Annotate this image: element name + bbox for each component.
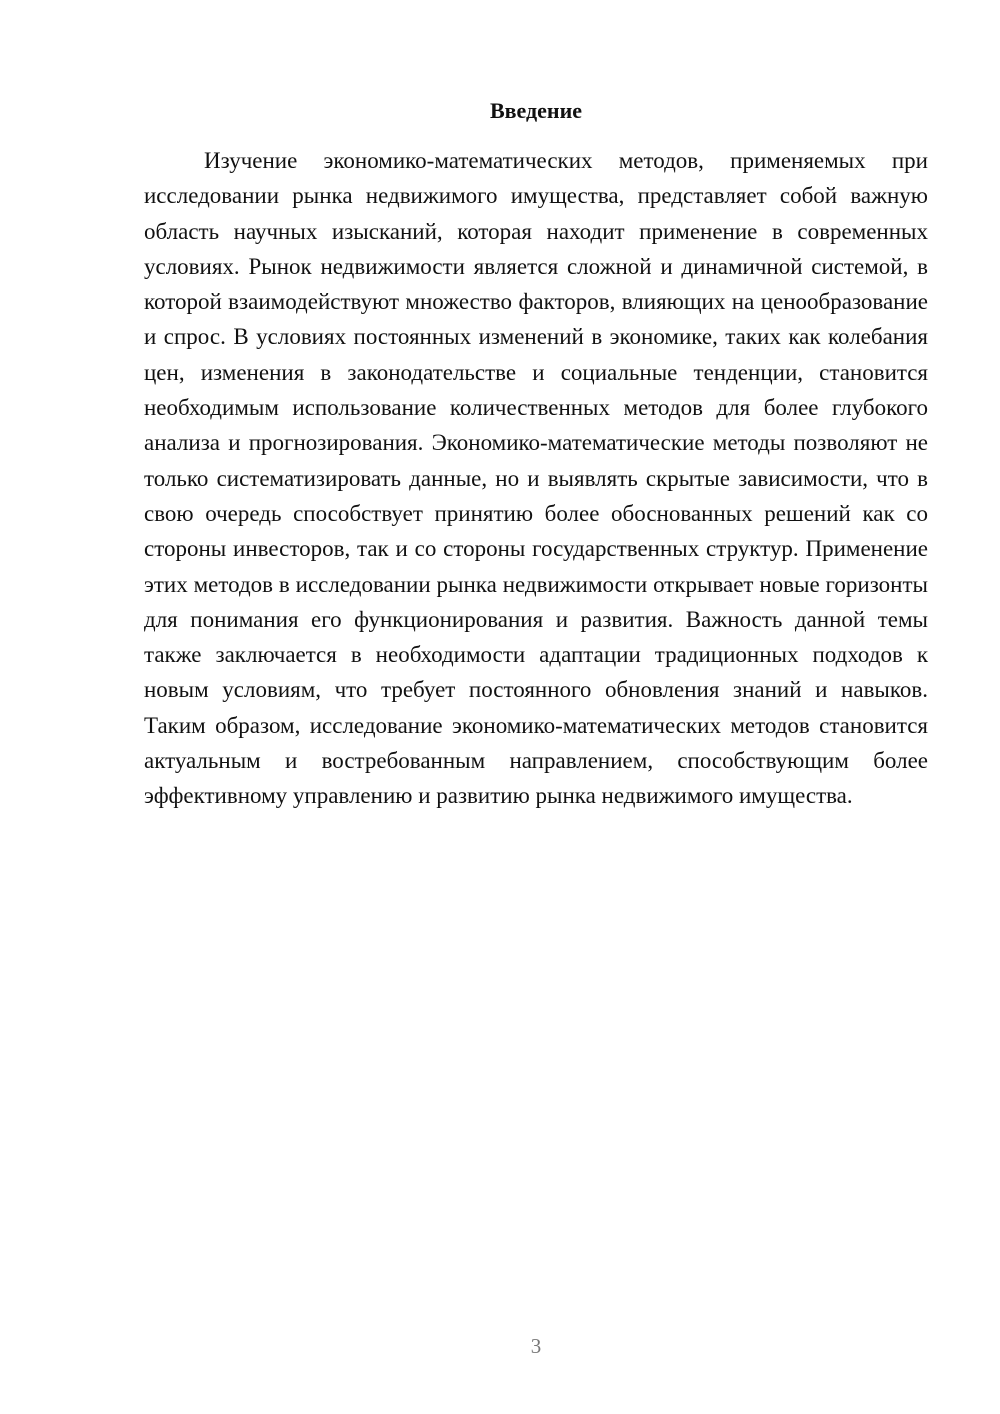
page-number: 3 [530,1334,542,1358]
body-paragraph: Изучение экономико-математических методов, применяемых при исследовании рынка недвижимого имущества, представляет собой важную область научных изысканий, которая находит применение в современных условиях. Рынок недвижимости является сложной и динамичной системой, в которой взаимодействуют множество факторов, влияющих на ценообразование и спрос. В условиях постоянных изменений в экономике, таких как колебания цен, изменения в законодательстве и социальные тенденции, становится необходимым использование количественных методов для более глубокого анализа и прогнозирования. Экономико-математические методы позволяют не только систематизировать данные, но и выявлять скрытые зависимости, что в свою очередь способствует принятию более обоснованных решений как со стороны инвесторов, так и со стороны государственных структур. Применение этих методов в исследовании рынка недвижимости открывает новые горизонты для понимания его функционирования и развития. Важность данной темы также заключается в необходимости адаптации традиционных подходов к новым условиям, что требует постоянного обновления знаний и навыков. Таким образом, исследование экономико-математических методов становится актуальным и востребованным направлением, способствующим более эффективному управлению и развитию рынка недвижимого имущества. [144,148,928,809]
section-heading: Введение [489,98,583,123]
